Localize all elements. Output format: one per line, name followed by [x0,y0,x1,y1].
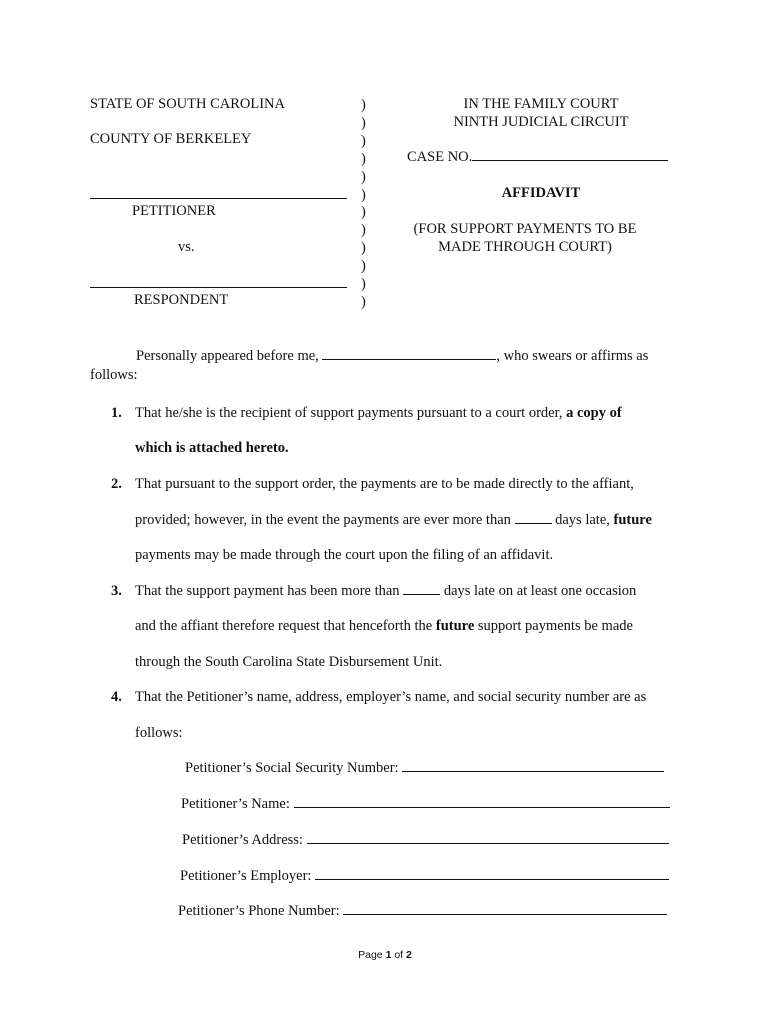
item-number: 1. [111,405,122,421]
item-text-bold: future [613,512,652,528]
court-circuit: NINTH JUDICIAL CIRCUIT [453,114,629,130]
county-label: COUNTY OF BERKELEY [90,131,252,147]
case-number-field[interactable] [472,159,668,161]
petitioner-employer-row [180,869,669,884]
caption-paren: ) [361,114,366,131]
page-indicator [285,950,485,961]
intro-line2: follows: [90,367,138,383]
caption-divider [361,97,371,312]
affiant-name-field[interactable] [322,358,496,360]
document-subtitle-line1: (FOR SUPPORT PAYMENTS TO BE [413,221,637,237]
item-text: days late on at least one occasion [440,583,637,599]
item-text: support payments be made [474,618,633,634]
field-label: Petitioner’s Address: [182,832,307,848]
petitioner-employer-field[interactable] [315,878,669,880]
item-1-line2: which is attached hereto. [135,440,289,456]
item-number: 3. [111,583,122,599]
item-text-bold: future [435,618,475,634]
petitioner-label: PETITIONER [132,203,216,219]
item-number: 4. [111,689,122,705]
item-2-line2 [135,513,652,528]
total-pages: 2 [406,949,412,961]
item-3-line3: through the South Carolina State Disbursement Unit. [135,654,443,670]
petitioner-address-row [182,833,669,848]
case-number-label: CASE NO. [407,149,473,165]
item-text: provided; however, in the event the payments are ever more than [135,512,515,528]
caption-paren: ) [361,276,366,293]
current-page: 1 [385,949,392,961]
item-1-line1 [135,406,622,421]
petitioner-ssn-field[interactable] [402,770,664,772]
intro-text: , who swears or affirms as [496,348,649,364]
item-text: That he/she is the recipient of support payments pursuant to a court order, [135,405,567,421]
caption-paren: ) [361,204,366,221]
case-number [407,150,668,165]
petitioner-name-row [181,797,670,812]
intro-text: Personally appeared before me, [136,348,323,364]
petitioner-address-field[interactable] [307,842,669,844]
petitioner-signature-line[interactable] [90,198,347,199]
caption-paren: ) [361,240,366,257]
field-label: Petitioner’s Name: [181,796,294,812]
document-subtitle-line2: MADE THROUGH COURT) [438,239,612,255]
caption-paren: ) [361,97,366,113]
state-label: STATE OF SOUTH CAROLINA [90,96,285,112]
caption-paren: ) [361,293,366,310]
field-label: Petitioner’s Employer: [180,868,316,884]
caption-paren: ) [361,222,366,239]
caption-paren: ) [361,168,366,185]
item-4-line1: That the Petitioner’s name, address, employer’s name, and social security number are as [135,689,647,705]
petitioner-phone-row [178,904,667,919]
versus-label: vs. [178,239,195,255]
respondent-label: RESPONDENT [134,292,229,308]
court-name: IN THE FAMILY COURT [463,96,619,112]
item-2-line1: That pursuant to the support order, the payments are to be made directly to the affiant, [135,476,634,492]
petitioner-ssn-row [185,761,664,776]
petitioner-name-field[interactable] [294,806,670,808]
days-late-occasion-field[interactable] [403,593,440,595]
item-text-bold: a copy of [566,405,622,421]
item-text: That the support payment has been more than [135,583,404,599]
caption-paren: ) [361,186,366,203]
days-late-field[interactable] [515,522,552,524]
item-text: and the affiant therefore request that henceforth the [135,618,436,634]
intro-line1 [136,349,648,364]
caption-paren: ) [361,258,366,275]
item-2-line3: payments may be made through the court upon the filing of an affidavit. [135,547,554,563]
item-number: 2. [111,476,122,492]
of-word: of [394,949,404,961]
item-3-line1 [135,584,636,599]
field-label: Petitioner’s Phone Number: [178,903,344,919]
caption-paren: ) [361,132,366,149]
petitioner-phone-field[interactable] [343,913,667,915]
item-text: days late, [551,512,614,528]
respondent-signature-line[interactable] [90,287,347,288]
field-label: Petitioner’s Social Security Number: [185,760,403,776]
document-title: AFFIDAVIT [501,185,581,201]
item-4-line2: follows: [135,725,183,741]
caption-paren: ) [361,150,366,167]
page-word: Page [358,949,383,961]
item-3-line2 [135,619,633,634]
